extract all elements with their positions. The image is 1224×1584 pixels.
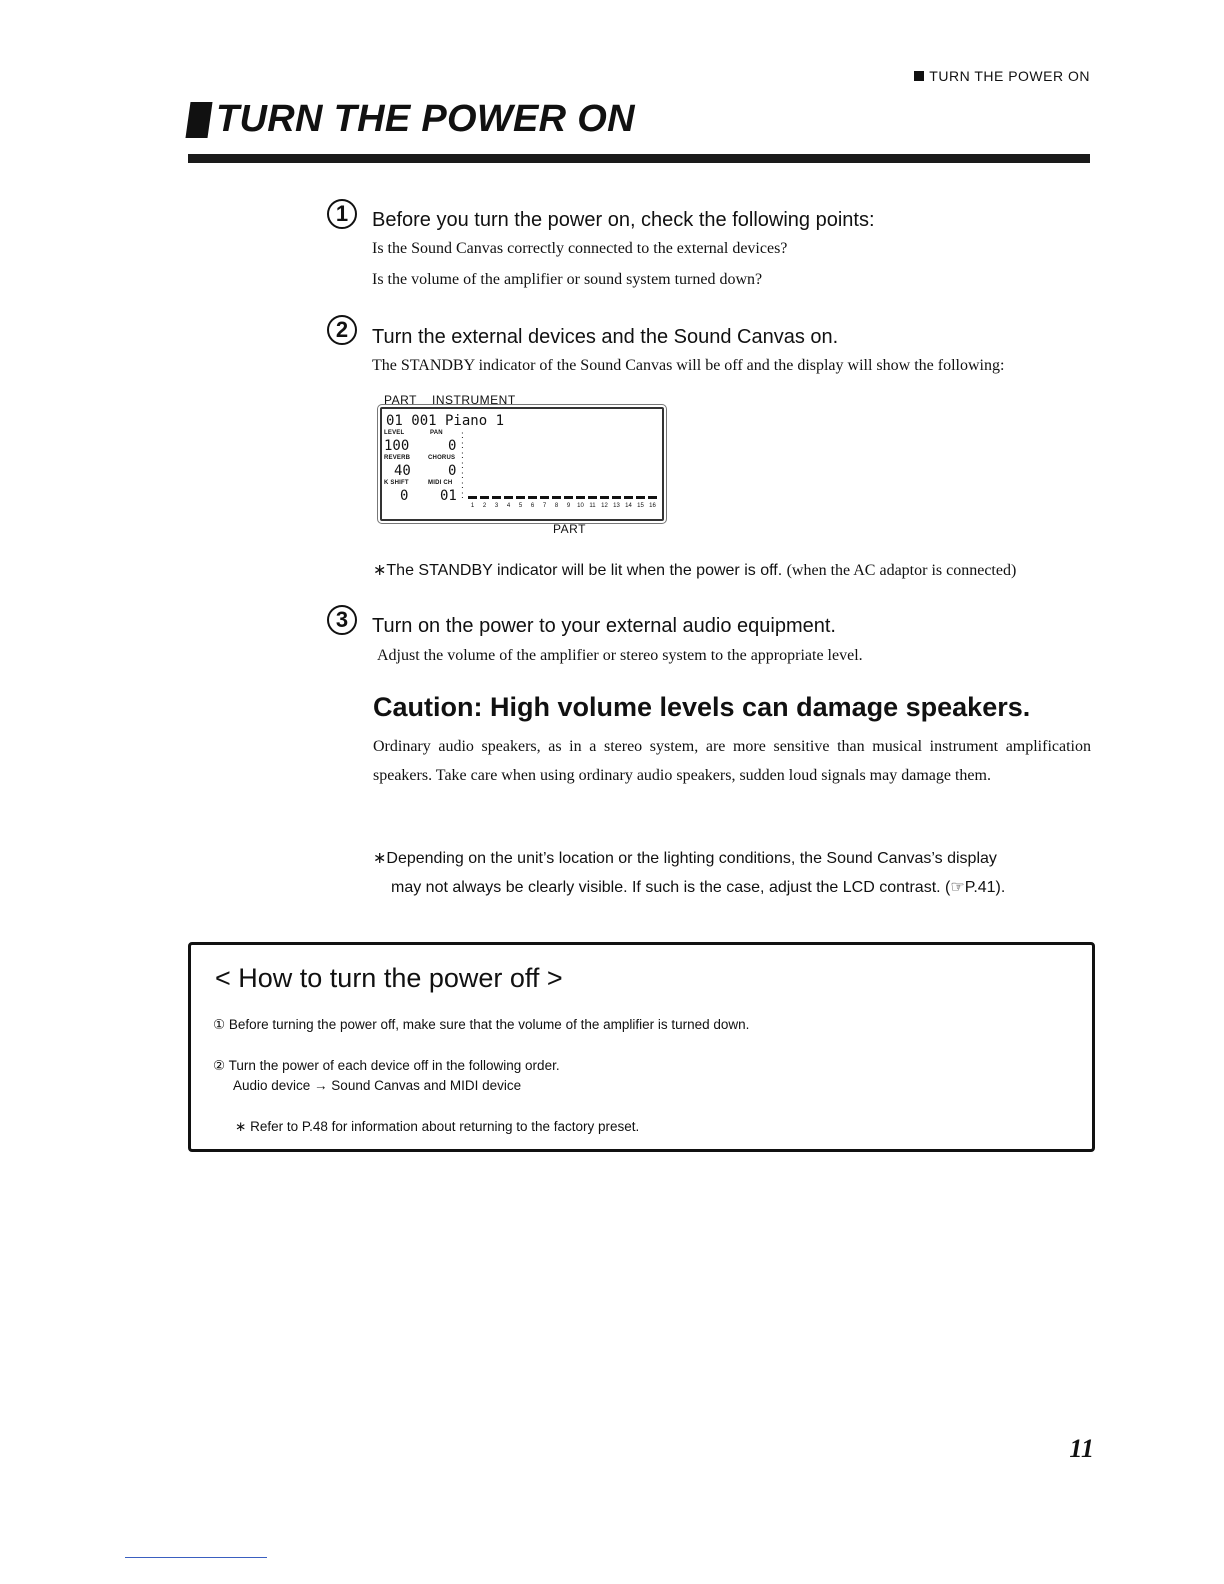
lcd-separator: : : : : : : : — [461, 430, 464, 501]
lcd-part-number: 6 — [530, 503, 535, 509]
circled-one-icon: ① — [213, 1017, 226, 1032]
lcd-bar — [564, 496, 573, 499]
lcd-bar — [504, 496, 513, 499]
lcd-part-number: 1 — [470, 503, 475, 509]
step-2-number-icon: 2 — [327, 315, 357, 345]
lcd-row-1: 01 001 Piano 1 — [386, 413, 505, 429]
standby-note-main: The STANDBY indicator will be lit when the power is off. — [386, 562, 783, 579]
lcd-bar — [480, 496, 489, 499]
lcd-bar — [624, 496, 633, 499]
step-1-line-2: Is the volume of the amplifier or sound system turned down? — [372, 271, 763, 288]
lcd-chorus-value: 0 — [448, 463, 457, 479]
power-off-step-1 — [213, 1017, 749, 1033]
step-1-heading: Before you turn the power on, check the following points: — [372, 209, 875, 231]
lcd-instrument-label: INSTRUMENT — [432, 393, 516, 407]
lcd-midich-value: 01 — [440, 488, 457, 504]
lcd-part-level-bars — [468, 496, 657, 499]
lcd-part-numbers — [468, 503, 657, 509]
lcd-note-line-2-text: may not always be clearly visible. If such is the case, adjust the LCD contrast. ( — [391, 879, 951, 896]
power-off-box — [188, 942, 1095, 1152]
lcd-reverb-label: REVERB — [384, 455, 411, 461]
lcd-note-line-2 — [391, 877, 1005, 897]
footer-line — [125, 1557, 267, 1558]
lcd-part-number: 15 — [637, 503, 644, 509]
lcd-reverb-value: 40 — [394, 463, 411, 479]
power-off-step-2 — [213, 1058, 560, 1074]
power-off-step-1-text: Before turning the power off, make sure that the volume of the amplifier is turned down. — [228, 1017, 750, 1032]
lcd-midich-label: MIDI CH — [428, 480, 453, 486]
power-off-note-text: Refer to P.48 for information about returning to the factory preset. — [250, 1119, 640, 1134]
pointing-hand-icon: ☞ — [950, 879, 965, 896]
standby-note — [373, 560, 1016, 580]
lcd-part-number: 16 — [649, 503, 656, 509]
lcd-bar — [492, 496, 501, 499]
asterisk-icon: ∗ — [235, 1119, 247, 1134]
page-title-text: TURN THE POWER ON — [216, 98, 635, 140]
power-off-title: < How to turn the power off > — [215, 963, 563, 993]
title-rule — [188, 154, 1090, 163]
lcd-part-number: 9 — [566, 503, 571, 509]
page-title — [188, 98, 635, 141]
lcd-bar — [648, 496, 657, 499]
step-3-heading: Turn on the power to your external audio equipment. — [372, 615, 836, 637]
lcd-bottom-part-label: PART — [553, 522, 586, 536]
power-off-step-2-order: Audio device → Sound Canvas and MIDI device — [233, 1078, 522, 1093]
lcd-part-number: 3 — [494, 503, 499, 509]
lcd-chorus-label: CHORUS — [428, 455, 456, 461]
lcd-kshift-label: K SHIFT — [384, 480, 409, 486]
lcd-bar — [612, 496, 621, 499]
square-bullet-icon — [185, 102, 212, 138]
lcd-part-number: 8 — [554, 503, 559, 509]
power-off-step-2-text: Turn the power of each device off in the following order. — [228, 1058, 560, 1073]
step-2-heading: Turn the external devices and the Sound Canvas on. — [372, 326, 839, 348]
standby-note-paren: (when the AC adaptor is connected) — [786, 562, 1017, 579]
running-head-text: TURN THE POWER ON — [929, 68, 1090, 84]
caution-heading: Caution: High volume levels can damage speakers. — [373, 692, 1031, 722]
lcd-part-number: 12 — [601, 503, 608, 509]
lcd-bar — [636, 496, 645, 499]
lcd-part-number: 2 — [482, 503, 487, 509]
circled-two-icon: ② — [213, 1058, 226, 1073]
running-head — [914, 68, 1090, 84]
lcd-bar — [468, 496, 477, 499]
lcd-pan-value: 0 — [448, 438, 457, 454]
lcd-bar — [528, 496, 537, 499]
lcd-level-label: LEVEL — [384, 430, 405, 436]
lcd-note-line-1 — [373, 848, 997, 868]
lcd-bar — [600, 496, 609, 499]
lcd-part-number: 13 — [613, 503, 620, 509]
lcd-part-number: 7 — [542, 503, 547, 509]
lcd-part-number: 10 — [577, 503, 584, 509]
lcd-bar — [588, 496, 597, 499]
step-1-number-icon: 1 — [327, 199, 357, 229]
caution-text: Ordinary audio speakers, as in a stereo system, are more sensitive than musical instrument amplification speakers. Take care when using ordinary audio speakers, sudden loud signals may damage them. — [373, 738, 1091, 784]
lcd-bar — [576, 496, 585, 499]
lcd-level-value: 100 — [384, 438, 410, 454]
lcd-bar — [540, 496, 549, 499]
step-2-line-1: The STANDBY indicator of the Sound Canvas will be off and the display will show the following: — [372, 357, 1005, 374]
lcd-display — [380, 407, 664, 521]
lcd-part-number: 4 — [506, 503, 511, 509]
lcd-bar — [516, 496, 525, 499]
page-number: 11 — [1069, 1434, 1094, 1463]
square-bullet-icon — [914, 71, 924, 81]
asterisk-icon: ∗ — [373, 562, 387, 579]
step-1-line-1: Is the Sound Canvas correctly connected to the external devices? — [372, 240, 788, 257]
power-off-note — [235, 1119, 639, 1135]
lcd-kshift-value: 0 — [400, 488, 409, 504]
lcd-part-number: 5 — [518, 503, 523, 509]
lcd-note-line-1-text: Depending on the unit’s location or the lighting conditions, the Sound Canvas’s display — [386, 850, 997, 867]
lcd-note-ref: P.41). — [964, 879, 1006, 896]
lcd-part-label: PART — [384, 393, 417, 407]
lcd-part-number: 11 — [589, 503, 596, 509]
lcd-part-number: 14 — [625, 503, 632, 509]
asterisk-icon: ∗ — [373, 850, 387, 867]
step-3-number-icon: 3 — [327, 605, 357, 635]
step-3-line-1: Adjust the volume of the amplifier or stereo system to the appropriate level. — [377, 647, 863, 664]
lcd-pan-label: PAN — [430, 430, 443, 436]
lcd-bar — [552, 496, 561, 499]
